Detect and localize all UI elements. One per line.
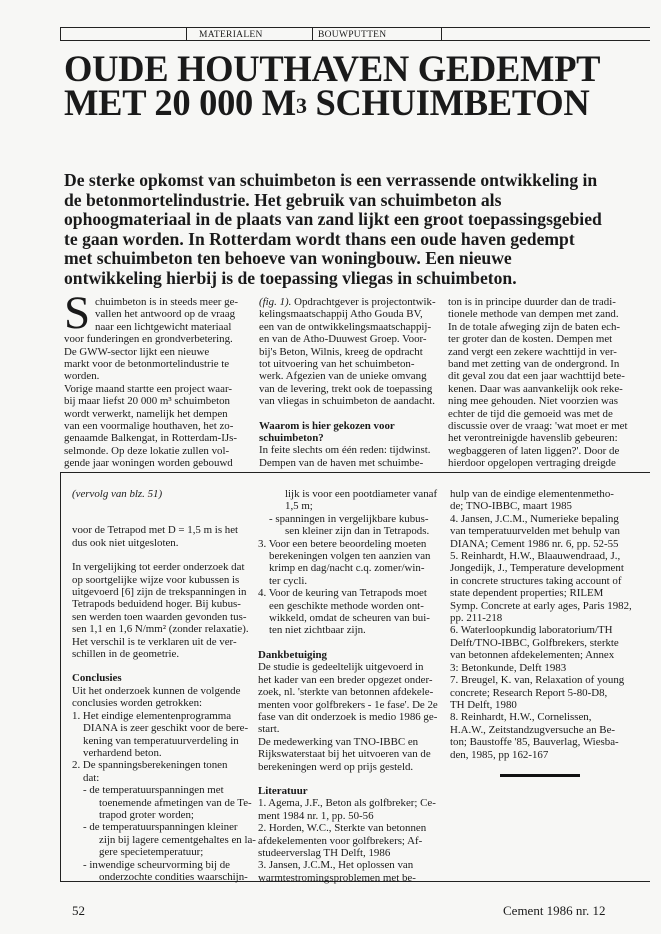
list-item: 4. Voor de keuring van Tetrapods moet — [258, 587, 427, 600]
list-item: 2. De spanningsberekeningen tonen — [72, 759, 228, 772]
reference-line: 7. Breugel, K. van, Relaxation of young — [450, 674, 625, 687]
section-separator — [60, 472, 650, 473]
list-item: 3. Voor een betere beoordeling moeten — [258, 537, 427, 550]
body-line: ter groter dan de kosten. Dempen met — [448, 333, 613, 346]
reference-line: studeerverslag TH Delft, 1986 — [258, 846, 391, 859]
section-heading: Conclusies — [72, 672, 122, 685]
reference-line: in concrete structures taking account of — [450, 574, 622, 587]
list-item: ter cycli. — [269, 574, 308, 587]
reference-line: warmtestromingsproblemen met be- — [258, 871, 416, 884]
body-line: Rijkswaterstaat bij het uitvoeren van de — [258, 748, 431, 761]
body-line: markt voor de betonmortelindustrie te — [64, 358, 230, 371]
body-line: en van de Atho-Duuwest Groep. Voor- — [259, 333, 427, 346]
reference-line: den, 1985, pp 162-167 — [450, 748, 549, 761]
body-line: ton is in principe duurder dan de tradi- — [448, 296, 616, 308]
body-line: het verontreinigde havenslib gebeuren: — [448, 432, 618, 445]
lead-line: te gaan worden. In Rotterdam wordt thans een oude haven gedempt — [64, 228, 575, 249]
body-line: gende jaar woningen worden gebouwd — [64, 457, 233, 470]
header-rule-top — [60, 27, 650, 28]
sub-list-item: - de temperatuurspanningen met — [83, 784, 224, 797]
section-heading: Literatuur — [258, 784, 308, 797]
body-line: kelingsmaatschappij Atho Gouda BV, — [259, 308, 423, 321]
article-column-1 — [64, 296, 248, 470]
body-line: wegbaggeren of laten liggen?'. Door de — [448, 444, 620, 457]
reference-line: 6. Waterloopkundig laboratorium/TH — [450, 624, 613, 637]
body-line: een van de ontwikkelingsmaatschappij- — [259, 320, 432, 333]
list-item: krimp en dag/nacht c.q. zomer/win- — [269, 562, 425, 575]
sub-list-item: zijn bij lagere cementgehaltes en la- — [99, 833, 256, 846]
journal-issue: Cement 1986 nr. 12 — [503, 903, 606, 918]
reference-line: 3: Betonkunde, Delft 1983 — [450, 661, 567, 674]
body-line: Het verschil is te verklaren uit de ver- — [72, 635, 237, 648]
list-item: wikkeld, omdat de scheuren van bui- — [269, 612, 430, 625]
header-rule-bottom — [60, 40, 650, 41]
reference-line: van temperatuurvelden met behulp van — [450, 525, 620, 538]
lead-line: ophoogmateriaal in de plaats van zand lijkt een groot toepassingsgebied — [64, 209, 602, 229]
list-item: 1. Het eindige elementenprogramma — [72, 709, 232, 722]
sub-list-item: lijk is voor een pootdiameter vanaf — [285, 488, 438, 500]
body-line: zoek, nl. 'sterkte van betonnen afdekele- — [258, 686, 434, 699]
reference-line: afdekelementen voor golfbrekers; Af- — [258, 834, 423, 847]
body-line: bij's Beton, Wilnis, kreeg de opdracht — [259, 345, 423, 358]
body-line: op soortgelijke wijze voor kubussen is — [72, 573, 240, 586]
title-superscript: 3 — [295, 93, 307, 118]
body-line: tot uitvoering van het schuimbeton- — [259, 358, 415, 371]
section-label: MATERIALEN — [199, 30, 263, 40]
section-heading: schuimbeton? — [259, 432, 324, 445]
body-line: van vliegas in schuimbeton de aandacht. — [259, 395, 436, 408]
reference-line: ment 1984 nr. 1, pp. 50-56 — [258, 809, 374, 822]
body-line: sen 1,1 en 1,6 N/mm² (zonder relaxatie). — [72, 623, 249, 636]
body-line: menten voor golfbrekers - 1e fase'. De 2e — [258, 698, 438, 711]
body-line: De studie is gedeeltelijk uitgevoerd in — [258, 661, 424, 674]
body-line: wordt verwerkt, namelijk het dempen — [64, 407, 228, 420]
body-line: genaamde Balkengat, in Rotterdam-IJs- — [64, 432, 237, 445]
reference-line: concrete; Research Report 5-80-D8, — [450, 686, 608, 699]
list-item: berekeningen volgen ten aanzien van — [269, 550, 431, 563]
body-line: bij maar liefst 20 000 m³ schuimbeton — [64, 395, 230, 408]
sub-list-item: trapod groter worden; — [99, 808, 194, 821]
reference-line: 4. Jansen, J.C.M., Numerieke bepaling — [450, 512, 619, 525]
body-line: In feite slechts om één reden: tijdwinst. — [259, 444, 431, 457]
title-line-2: MET 20 000 $M^3$ SCHUIMBETON — [64, 82, 590, 123]
header-divider-1 — [186, 27, 187, 41]
page-number: 52 — [72, 903, 85, 918]
continued-frame-left — [60, 472, 61, 882]
drop-cap: S — [64, 287, 91, 339]
list-item: verhardend beton. — [83, 746, 162, 759]
article-column-3 — [448, 296, 628, 470]
body-line: voor funderingen en grondverbetering. — [64, 333, 233, 346]
body-line: band met zetting van de ondergrond. In — [448, 358, 620, 371]
body-line: tionele methode van dempen met zand. — [448, 308, 619, 321]
reference-line: pp. 211-218 — [450, 612, 503, 625]
reference-line: TH Delft, 1980 — [450, 698, 517, 711]
sub-list-item: 1,5 m; — [285, 500, 313, 513]
list-item: kening van temperatuurverdeling in — [83, 734, 239, 747]
reference-line: Jongedijk, J., Temperature development — [450, 562, 624, 575]
end-bar — [500, 774, 580, 777]
reference-line: H.A.W., Zeitstandzugversuche an Be- — [450, 723, 616, 736]
body-line: naar een lichtgewicht materiaal — [95, 320, 232, 333]
continued-column-3 — [450, 488, 630, 761]
body-line: dus ook niet uitgesloten. — [72, 536, 179, 549]
reference-line: Symp. Concrete at early ages, Paris 1982, — [450, 599, 632, 612]
sub-list-item: gere specietemperatuur; — [99, 846, 204, 859]
sub-list-item: - de temperatuurspanningen kleiner — [83, 821, 238, 834]
list-item: ten niet zichtbaar zijn. — [269, 624, 366, 637]
lead-line: De sterke opkomst van schuimbeton is een verrassende ontwikkeling in — [64, 170, 598, 190]
body-line: ning mee gehouden. Niet voorzien was — [448, 395, 618, 408]
body-line: In de totale afweging zijn de baten ech- — [448, 320, 621, 333]
lead-line: ontwikkeling hierbij is de toepassing vliegas in schuimbeton. — [64, 267, 517, 288]
section-heading: Waarom is hier gekozen voor — [259, 419, 395, 432]
body-line: discussie over de vraag: 'wat moet er met — [448, 420, 628, 433]
sub-list-item: - inwendige scheurvorming bij de — [83, 858, 230, 871]
reference-line: ton; Baustoffe '85, Bauverlag, Wiesba- — [450, 736, 619, 749]
body-line: hierdoor opgelopen vertraging dreigde — [448, 457, 616, 470]
body-line: worden. — [64, 370, 100, 383]
body-line: van de levering, trekt ook de toepassing — [259, 382, 433, 395]
body-line: voor de Tetrapod met D = 1,5 m is het — [72, 524, 239, 537]
body-line: selmonde. Op deze lokatie zullen vol- — [64, 444, 230, 457]
reference-line: 5. Reinhardt, H.W., Blaauwendraad, J., — [450, 550, 621, 563]
body-line: van een voormalige houthaven, het zo- — [64, 420, 234, 433]
body-line: start. — [258, 723, 280, 736]
article-lead — [64, 171, 604, 288]
reference-line: 2. Horden, W.C., Sterkte van betonnen — [258, 822, 427, 835]
reference-line: de; TNO-IBBC, maart 1985 — [450, 500, 572, 513]
body-line: uitgevoerd [6] zijn de trekspanningen in — [72, 586, 247, 599]
figure-reference: (fig. 1). — [259, 296, 292, 308]
body-line: schillen in de geometrie. — [72, 648, 180, 661]
reference-line: hulp van de eindige elementenmetho- — [450, 488, 614, 500]
body-line: conclusies worden getrokken: — [72, 697, 203, 710]
reference-line: 3. Jansen, J.C.M., Het oplossen van — [258, 859, 414, 872]
body-line: zand vergt een zekere wachttijd in ver- — [448, 345, 617, 358]
body-line: het kader van een breder opgezet onder- — [258, 673, 433, 686]
sub-list-item: - spanningen in vergelijkbare kubus- — [269, 512, 429, 525]
body-line: In vergelijking tot eerder onderzoek dat — [72, 561, 245, 574]
reference-line: DIANA; Cement 1986 nr. 6, pp. 52-55 — [450, 537, 619, 550]
title-line-1: OUDE HOUTHAVEN GEDEMPT — [64, 48, 601, 89]
body-line: De medewerking van TNO-IBBC en — [258, 735, 419, 748]
lead-line: met schuimbeton ten behoeve van woningbouw. Een nieuwe — [64, 248, 512, 268]
header-divider-2 — [312, 27, 313, 41]
reference-line: 1. Agema, J.F., Beton als golfbreker; Ce- — [258, 797, 436, 810]
body-line: kenen. Daar was aanvankelijk ook reke- — [448, 382, 623, 395]
body-line: Uit het onderzoek kunnen de volgende — [72, 684, 241, 697]
body-line: werk. Afgezien van de unieke omvang — [259, 370, 427, 383]
body-line: Dempen van de haven met schuimbe- — [259, 456, 424, 469]
header-divider-left — [60, 27, 61, 41]
subsection-label: BOUWPUTTEN — [318, 30, 387, 40]
lead-line: de betonmortelindustrie. Het gebruik van schuimbeton als — [64, 189, 502, 210]
continued-column-2 — [258, 488, 438, 884]
body-line: dit geval zou dat een jaar wachttijd bete- — [448, 370, 625, 383]
body-line: echter de tijd die gemoeid was met de — [448, 407, 613, 420]
body-line: (fig. 1). Opdrachtgever is projectontwik- — [259, 296, 436, 308]
reference-line: 8. Reinhardt, H.W., Cornelissen, — [450, 711, 592, 724]
body-line: Tetrapods beduidend hoger. Bij kubus- — [72, 598, 241, 611]
continued-reference: (vervolg van blz. 51) — [72, 488, 163, 500]
body-line: fase van dit onderzoek is medio 1986 ge- — [258, 710, 438, 723]
sub-list-item: sen kleiner zijn dan in Tetrapods. — [285, 525, 430, 538]
body-line: berekeningen werd op prijs gesteld. — [258, 760, 414, 773]
header-divider-3 — [441, 27, 442, 41]
section-heading: Dankbetuiging — [258, 648, 327, 661]
body-line: sen werden toen waarden gevonden tus- — [72, 610, 247, 623]
body-line: De GWW-sector lijkt een nieuwe — [64, 345, 210, 358]
body-line: vallen het antwoord op de vraag — [95, 308, 236, 321]
list-item: DIANA is zeer geschikt voor de bere- — [83, 722, 249, 735]
article-column-2 — [259, 296, 435, 469]
sub-list-item: toenemende afmetingen van de Te- — [99, 796, 252, 809]
reference-line: state dependent properties; RILEM — [450, 587, 604, 600]
continued-column-1 — [72, 488, 256, 883]
sub-list-item: onderzochte condities waarschijn- — [99, 870, 248, 883]
reference-line: van betonnen afdekelementen; Annex — [450, 649, 615, 662]
list-item: een geschikte methode worden ont- — [269, 599, 424, 612]
list-item: dat: — [83, 771, 100, 784]
reference-line: Delft/TNO-IBBC, Golfbrekers, sterkte — [450, 636, 619, 649]
body-line: Vorige maand startte een project waar- — [64, 382, 233, 395]
article-title — [64, 48, 624, 125]
body-line: chuimbeton is in steeds meer ge- — [95, 296, 239, 308]
